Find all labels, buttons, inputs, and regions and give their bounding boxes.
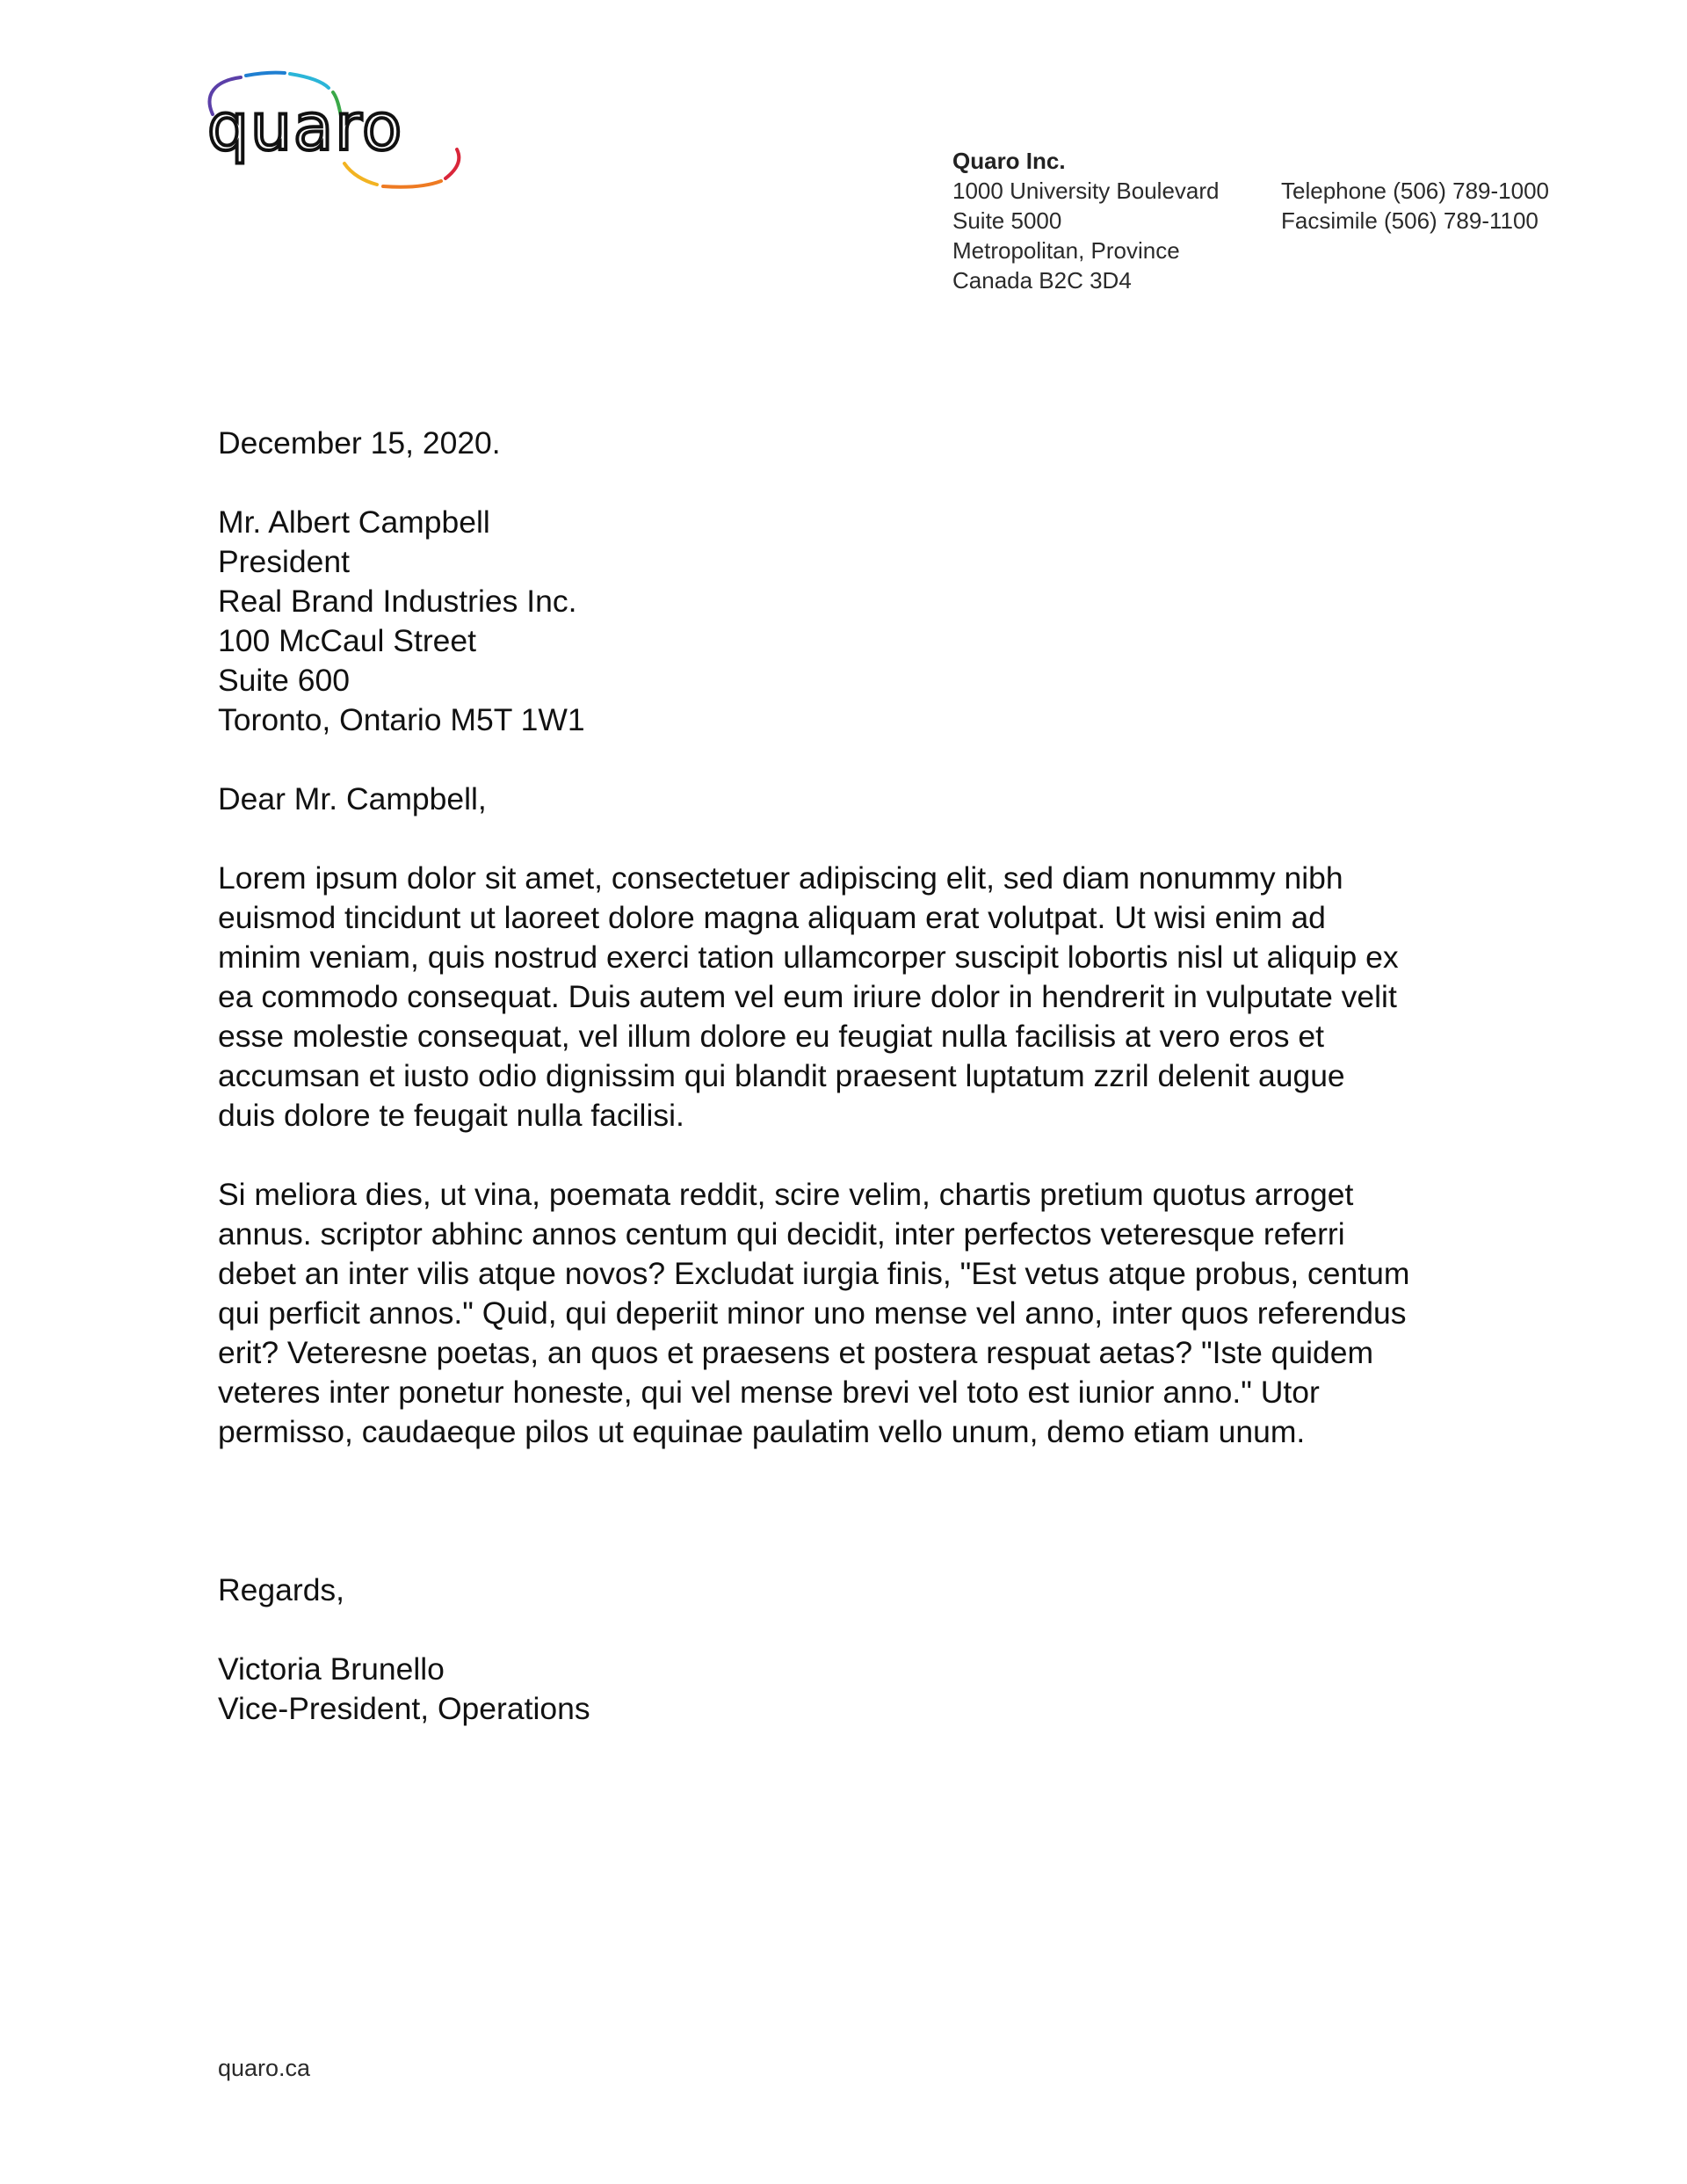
paragraph-line: permisso, caudaeque pilos ut equinae paulatim vello unum, demo etiam unum. xyxy=(218,1414,1306,1449)
signer-name: Victoria Brunello xyxy=(218,1651,445,1687)
recipient-line: Mr. Albert Campbell xyxy=(218,504,490,540)
paragraph-line: annus. scriptor abhinc annos centum qui decidit, inter perfectos veteresque referri xyxy=(218,1216,1345,1252)
paragraph-line: duis dolore te feugait nulla facilisi. xyxy=(218,1098,684,1133)
spacer xyxy=(218,463,1483,503)
spacer xyxy=(218,1610,1483,1650)
spacer xyxy=(218,740,1483,780)
recipient-line: Real Brand Industries Inc. xyxy=(218,584,577,619)
letter-date: December 15, 2020. xyxy=(218,425,501,461)
paragraph-line: veteres inter ponetur honeste, qui vel mense brevi vel toto est iunior anno." Utor xyxy=(218,1375,1320,1410)
sender-address-line: Metropolitan, Province xyxy=(952,237,1180,264)
body-paragraph-1 xyxy=(218,859,1483,1136)
sender-address-line: 1000 University Boulevard xyxy=(952,178,1220,204)
paragraph-line: minim veniam, quis nostrud exerci tation ullamcorper suscipit lobortis nisl ut aliquip ex xyxy=(218,940,1399,975)
spacer xyxy=(218,1452,1483,1571)
company-logo xyxy=(197,69,478,192)
salutation: Dear Mr. Campbell, xyxy=(218,781,487,816)
logo-ring-red xyxy=(445,149,459,178)
sender-address-line: Suite 5000 xyxy=(952,207,1062,234)
sender-contact-block xyxy=(1281,176,1549,236)
letter-body xyxy=(218,424,1483,1729)
body-paragraph-2 xyxy=(218,1175,1483,1452)
logo-ring-orange xyxy=(383,181,441,187)
paragraph-line: ea commodo consequat. Duis autem vel eum iriure dolor in hendrerit in vulputate velit xyxy=(218,979,1397,1014)
paragraph-line: euismod tincidunt ut laoreet dolore magna aliquam erat volutpat. Ut wisi enim ad xyxy=(218,900,1326,935)
signature-block xyxy=(218,1650,1483,1729)
logo-ring-yellow xyxy=(344,163,377,185)
paragraph-line: Si meliora dies, ut vina, poemata reddit, scire velim, chartis pretium quotus arroget xyxy=(218,1177,1354,1212)
spacer xyxy=(218,819,1483,859)
spacer xyxy=(218,1136,1483,1175)
logo-wordmark: quaro xyxy=(207,90,404,165)
logo-ring-blue xyxy=(246,73,285,76)
paragraph-line: erit? Veteresne poetas, an quos et praesens et postera respuat aetas? "Iste quidem xyxy=(218,1335,1374,1370)
sender-address-line: Canada B2C 3D4 xyxy=(952,267,1132,294)
recipient-line: Toronto, Ontario M5T 1W1 xyxy=(218,702,585,737)
paragraph-line: Lorem ipsum dolor sit amet, consectetuer adipiscing elit, sed diam nonummy nibh xyxy=(218,860,1343,896)
paragraph-line: esse molestie consequat, vel illum dolore eu feugiat nulla facilisis at vero eros et xyxy=(218,1019,1324,1054)
footer-website-link[interactable]: quaro.ca xyxy=(218,2055,311,2081)
sender-telephone: Telephone (506) 789-1000 xyxy=(1281,178,1550,204)
recipient-line: Suite 600 xyxy=(218,663,351,698)
recipient-line: President xyxy=(218,544,350,579)
sender-facsimile: Facsimile (506) 789-1100 xyxy=(1281,207,1539,234)
closing: Regards, xyxy=(218,1572,345,1607)
sender-company-name: Quaro Inc. xyxy=(952,148,1066,174)
logo-ring-cyan xyxy=(290,74,329,88)
signer-title: Vice-President, Operations xyxy=(218,1691,590,1726)
recipient-line: 100 McCaul Street xyxy=(218,623,477,658)
recipient-address-block xyxy=(218,503,1483,740)
paragraph-line: debet an inter vilis atque novos? Excludat iurgia finis, "Est vetus atque probus, centum xyxy=(218,1256,1410,1291)
sender-address-block xyxy=(952,146,1220,295)
paragraph-line: accumsan et iusto odio dignissim qui blandit praesent luptatum zzril delenit augue xyxy=(218,1058,1345,1093)
paragraph-line: qui perficit annos." Quid, qui deperiit minor uno mense vel anno, inter quos referendus xyxy=(218,1295,1407,1331)
